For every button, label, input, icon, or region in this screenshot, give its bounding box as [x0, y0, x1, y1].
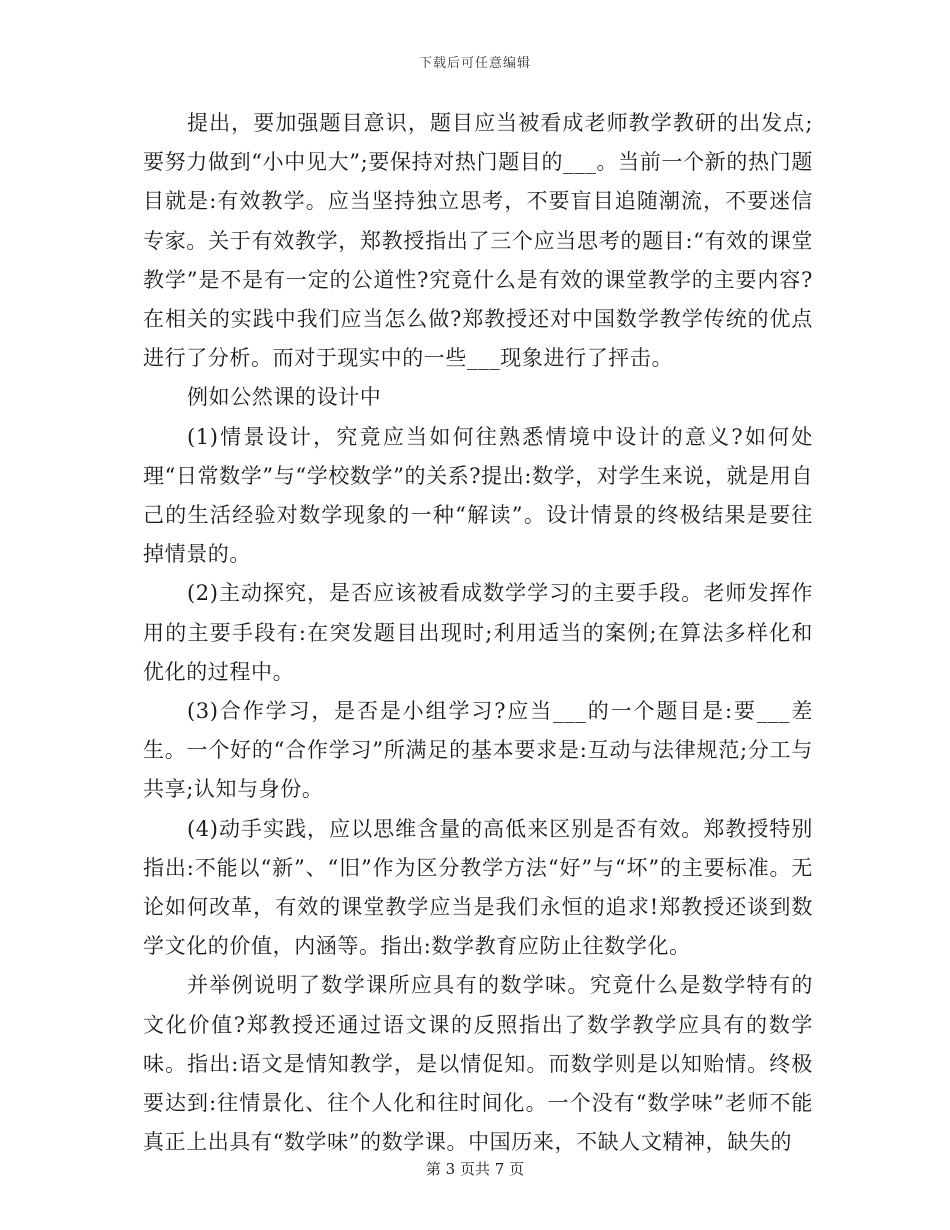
document-body [143, 104, 813, 1162]
paragraph-cooperative-learning: (3)合作学习，是否是小组学习?应当___的一个题目是:要___差生。一个好的“合作学习”所满足的基本要求是:互动与法律规范;分工与共享;认知与身份。 [143, 699, 813, 802]
paragraph-intro: 提出，要加强题目意识，题目应当被看成老师教学教研的出发点;要努力做到“小中见大”;要保持对热门题目的___。当前一个新的热门题目就是:有效教学。应当坚持独立思考，不要盲目追随潮流，不要迷信专家。关于有效教学，郑教授指出了三个应当思考的题目:“有效的课堂教学”是不是有一定的公道性?究竟什么是有效的课堂教学的主要内容?在相关的实践中我们应当怎么做?郑教授还对中国数学教学传统的优点进行了分析。而对于现实中的一些___现象进行了抨击。 [143, 111, 813, 371]
paragraph-situation-design: (1)情景设计，究竟应当如何往熟悉情境中设计的意义?如何处理“日常数学”与“学校数学”的关系?提出:数学，对学生来说，就是用自己的生活经验对数学现象的一种“解读”。设计情景的终极结果是要往掉情景的。 [143, 424, 813, 567]
page-header: 下载后可任意编辑 [418, 56, 531, 71]
paragraph-active-inquiry: (2)主动探究，是否应该被看成数学学习的主要手段。老师发挥作用的主要手段有:在突发题目出现时;利用适当的案例;在算法多样化和优化的过程中。 [143, 581, 813, 684]
page-number: 第 3 页共 7 页 [425, 1160, 525, 1178]
paragraph-hands-on-practice: (4)动手实践，应以思维含量的高低来区别是否有效。郑教授特别指出:不能以“新”、“旧”作为区分教学方法“好”与“坏”的主要标准。无论如何改革，有效的课堂教学应当是我们永恒的追求!郑教授还谈到数学文化的价值，内涵等。指出:数学教育应防止往数学化。 [143, 816, 813, 959]
paragraph-math-flavor: 并举例说明了数学课所应具有的数学味。究竟什么是数学特有的文化价值?郑教授还通过语文课的反照指出了数学教学应具有的数学味。指出:语文是情知教学，是以情促知。而数学则是以知贻情。终极要达到:往情景化、往个人化和往时间化。一个没有“数学味”老师不能真正上出具有“数学味”的数学课。中国历来，不缺人文精神，缺失的 [143, 973, 813, 1155]
paragraph-example-heading: 例如公然课的设计中 [187, 385, 382, 410]
